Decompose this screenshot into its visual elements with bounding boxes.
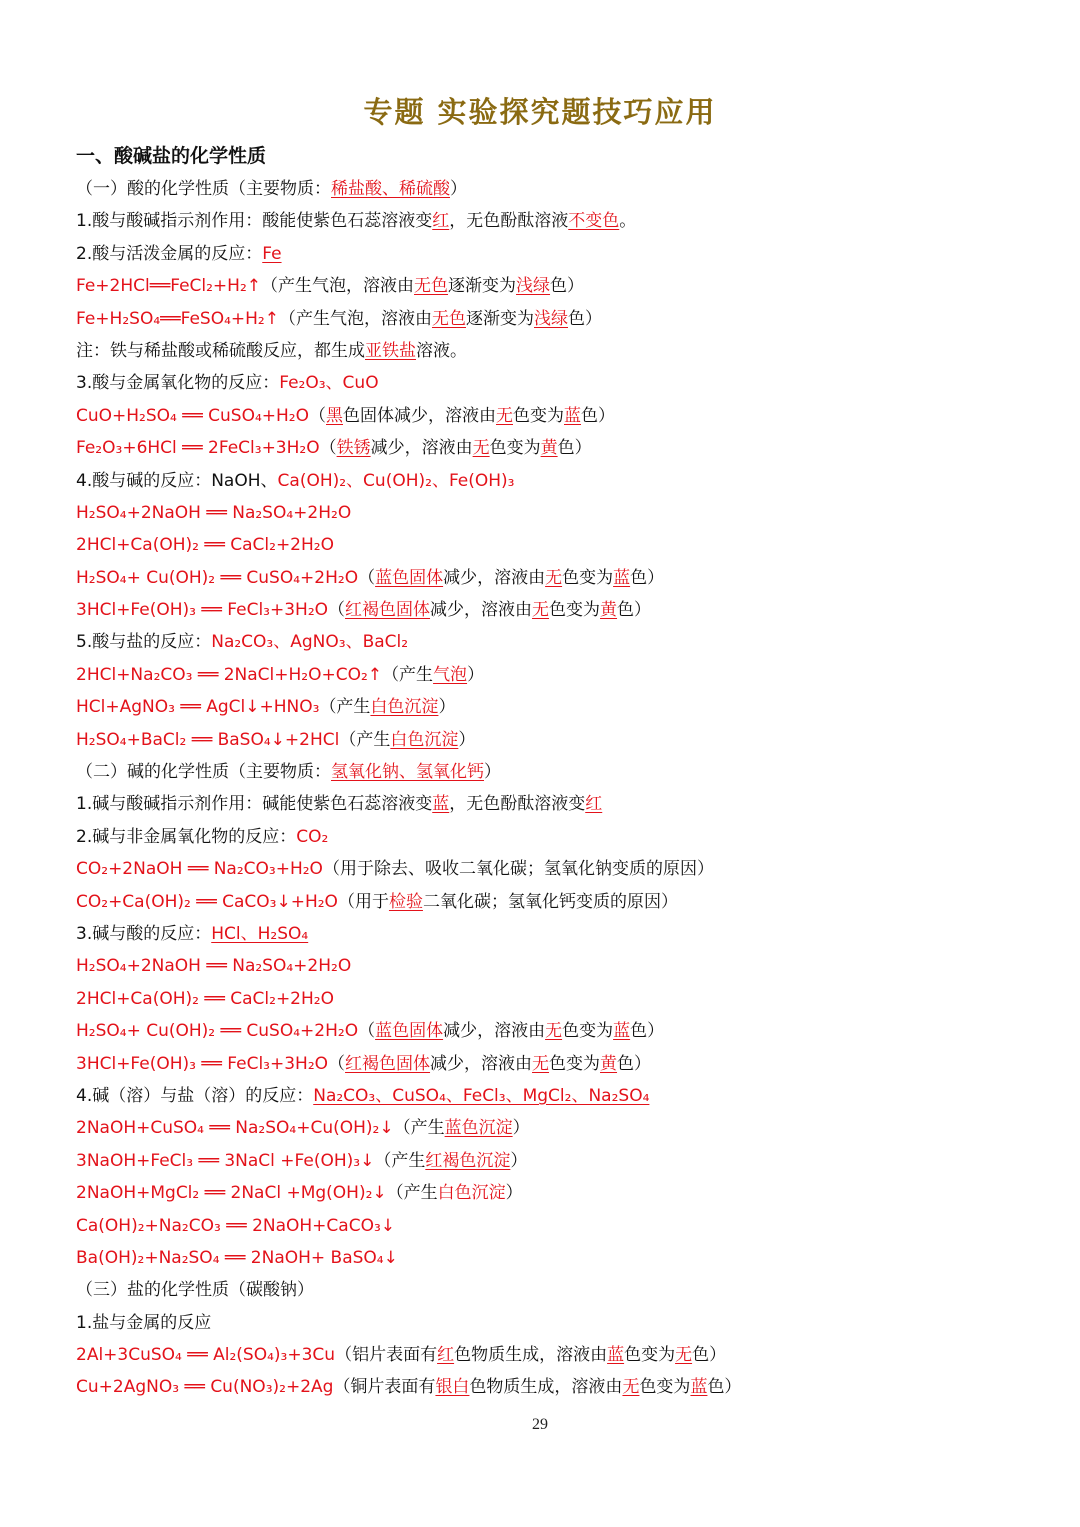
- plain-text: 色）: [630, 1021, 665, 1042]
- plain-text: ）: [458, 729, 476, 750]
- plain-text: 色）: [617, 600, 652, 621]
- plain-text: （二）碱的化学性质（主要物质：: [76, 762, 331, 783]
- text-line: [76, 886, 1036, 918]
- document-body: [76, 139, 1036, 1404]
- plain-text: 色变为: [489, 438, 541, 459]
- plain-text: （产生气泡，溶液由: [279, 308, 432, 329]
- plain-text: 色）: [557, 438, 592, 459]
- text-line: [76, 1242, 1036, 1274]
- answer-underlined: 红: [432, 211, 450, 232]
- answer-underlined: 无: [532, 1053, 550, 1074]
- subsection-heading: [76, 1274, 1036, 1306]
- plain-text: 色变为: [624, 1345, 676, 1366]
- text-line: [76, 918, 1036, 950]
- plain-text: 减少，溶液由: [443, 567, 546, 588]
- text-line: [76, 1339, 1036, 1371]
- text-line: [76, 821, 1036, 853]
- answer-underlined: 红: [437, 1345, 455, 1366]
- plain-text: 溶液。: [416, 340, 467, 361]
- plain-text: （用于: [337, 891, 389, 912]
- plain-text: （: [328, 1053, 346, 1074]
- text-line: [76, 691, 1036, 723]
- plain-text: 色）: [617, 1053, 652, 1074]
- plain-text: （用于除去、吸收二氧化碳；氢氧化钠变质的原因）: [322, 859, 714, 880]
- text-line: [76, 400, 1036, 432]
- plain-text: ）: [467, 664, 485, 685]
- plain-text: （产生: [382, 664, 434, 685]
- plain-text: （三）盐的化学性质（碳酸钠）: [76, 1280, 314, 1301]
- subsection-heading: [76, 173, 1036, 205]
- plain-text: 色）: [581, 405, 615, 426]
- answer-underlined: 蓝: [690, 1377, 708, 1398]
- plain-text: 色）: [550, 276, 585, 297]
- section-heading: [76, 139, 1036, 173]
- answer-underlined: 蓝: [613, 567, 631, 588]
- answer-underlined: 蓝色固体: [375, 1021, 444, 1042]
- plain-text: （: [319, 438, 337, 459]
- answer-underlined: 无色: [414, 276, 449, 297]
- plain-text: 减少，溶液由: [443, 1021, 546, 1042]
- answer-underlined: 红褐色固体: [345, 1053, 431, 1074]
- answer-underlined: 铁锈: [336, 438, 371, 459]
- plain-text: 二氧化碳；氢氧化钙变质的原因）: [422, 891, 678, 912]
- plain-text: 色）: [692, 1345, 727, 1366]
- plain-text: 色变为: [562, 1021, 614, 1042]
- equation-text: Ca(OH)₂+Na₂CO₃ ══ 2NaOH+CaCO₃↓: [76, 1215, 396, 1236]
- plain-text: （一）酸的化学性质（主要物质：: [76, 179, 331, 199]
- plain-text: 色）: [707, 1377, 742, 1398]
- text-line: [76, 1307, 1036, 1339]
- text-line: [76, 626, 1036, 658]
- plain-text: 逐渐变为: [448, 276, 517, 297]
- text-line: [76, 497, 1036, 529]
- equation-text: Cu+2AgNO₃ ══ Cu(NO₃)₂+2Ag: [76, 1377, 334, 1398]
- plain-text: 色物质生成，溶液由: [454, 1345, 608, 1366]
- answer-underlined: 红: [585, 794, 603, 815]
- equation-text: 2HCl+Na₂CO₃ ══ 2NaCl+H₂O+CO₂↑: [76, 664, 383, 685]
- plain-text: （产生: [319, 697, 371, 718]
- text-line: [76, 465, 1036, 497]
- plain-text: ）: [450, 179, 467, 199]
- equation-text: 3NaOH+FeCl₃ ══ 3NaCl +Fe(OH)₃↓: [76, 1150, 375, 1171]
- answer-underlined: 亚铁盐: [365, 340, 416, 361]
- plain-text: 减少，溶液由: [430, 600, 533, 621]
- answer-underlined: 蓝色固体: [375, 567, 444, 588]
- answer-underlined: 无色: [432, 308, 466, 329]
- answer-underlined: 蓝: [613, 1021, 631, 1042]
- answer-underlined: 黄: [600, 1053, 618, 1074]
- plain-text: （产生: [393, 1118, 445, 1139]
- text-line: [76, 1210, 1036, 1242]
- equation-text: H₂SO₄+ Cu(OH)₂ ══ CuSO₄+2H₂O: [76, 1021, 359, 1042]
- plain-text: 色变为: [513, 405, 564, 426]
- equation-text: CO₂+2NaOH ══ Na₂CO₃+H₂O: [76, 859, 323, 880]
- answer-underlined: 浅绿: [516, 276, 551, 297]
- plain-text: ）: [505, 1183, 523, 1204]
- equation-text: CO₂: [296, 826, 329, 847]
- equation-text: 2HCl+Ca(OH)₂ ══ CaCl₂+2H₂O: [76, 988, 334, 1009]
- answer-underlined: 银白: [435, 1377, 470, 1398]
- plain-text: （: [358, 1021, 376, 1042]
- plain-text: 4.碱（溶）与盐（溶）的反应：: [76, 1085, 314, 1106]
- plain-text: ）: [438, 697, 456, 718]
- plain-text: ）: [512, 1118, 530, 1139]
- plain-text: （: [358, 567, 376, 588]
- answer-underlined: 黄: [600, 600, 618, 621]
- plain-text: ）: [484, 762, 501, 783]
- plain-text: 一、酸碱盐的化学性质: [76, 145, 267, 167]
- text-line: [76, 562, 1036, 594]
- plain-text: 色变为: [549, 600, 601, 621]
- plain-text: 2.酸与活泼金属的反应：: [76, 243, 263, 264]
- answer-underlined: 无: [472, 438, 490, 459]
- answer-underlined: HCl、H₂SO₄: [211, 923, 309, 944]
- equation-text: HCl+AgNO₃ ══ AgCl↓+HNO₃: [76, 697, 320, 718]
- equation-text: CO₂+Ca(OH)₂ ══ CaCO₃↓+H₂O: [76, 891, 338, 912]
- plain-text: ，无色酚酞溶液变: [449, 794, 586, 815]
- plain-text: 色）: [630, 567, 665, 588]
- answer-underlined: 无: [675, 1345, 693, 1366]
- answer-underlined: 红褐色沉淀: [425, 1150, 511, 1171]
- plain-text: ，无色酚酞溶液: [449, 211, 569, 232]
- answer-underlined: 稀盐酸、稀硫酸: [331, 179, 450, 199]
- plain-text: 4.酸与碱的反应：NaOH、: [76, 470, 278, 491]
- answer-underlined: 氢氧化钠、氢氧化钙: [331, 762, 484, 783]
- text-line: [76, 950, 1036, 982]
- subsection-heading: [76, 756, 1036, 788]
- text-line: [76, 529, 1036, 561]
- plain-text: 色变为: [639, 1377, 691, 1398]
- plain-text: 2.碱与非金属氧化物的反应：: [76, 826, 297, 847]
- equation-text: Ca(OH)₂、Cu(OH)₂、Fe(OH)₃: [277, 470, 515, 491]
- equation-text: Fe+H₂SO₄══FeSO₄+H₂↑: [76, 308, 279, 329]
- equation-text: Fe₂O₃、CuO: [279, 373, 379, 394]
- equation-text: Fe₂O₃+6HCl ══ 2FeCl₃+3H₂O: [76, 438, 320, 459]
- equation-text: CuO+H₂SO₄ ══ CuSO₄+H₂O: [76, 405, 309, 426]
- answer-underlined: 无: [496, 405, 513, 426]
- plain-text: 5.酸与盐的反应：: [76, 632, 212, 653]
- equation-text: 白色沉淀: [437, 1183, 506, 1204]
- equation-text: H₂SO₄+ Cu(OH)₂ ══ CuSO₄+2H₂O: [76, 567, 359, 588]
- answer-underlined: 检验: [388, 891, 423, 912]
- plain-text: 减少，溶液由: [430, 1053, 533, 1074]
- plain-text: 1.碱与酸碱指示剂作用：碱能使紫色石蕊溶液变: [76, 794, 433, 815]
- plain-text: （产生: [386, 1183, 438, 1204]
- answer-underlined: 无: [545, 567, 563, 588]
- plain-text: 注：铁与稀盐酸或稀硫酸反应，都生成: [76, 340, 365, 361]
- plain-text: 色物质生成，溶液由: [469, 1377, 623, 1398]
- equation-text: Ba(OH)₂+Na₂SO₄ ══ 2NaOH+ BaSO₄↓: [76, 1247, 398, 1268]
- answer-underlined: 浅绿: [534, 308, 568, 329]
- text-line: [76, 367, 1036, 399]
- plain-text: （铝片表面有: [335, 1345, 438, 1366]
- text-line: [76, 853, 1036, 885]
- text-line: [76, 432, 1036, 464]
- plain-text: （: [309, 405, 326, 426]
- answer-underlined: 无: [545, 1021, 563, 1042]
- equation-text: H₂SO₄+BaCl₂ ══ BaSO₄↓+2HCl: [76, 729, 340, 750]
- equation-text: 3HCl+Fe(OH)₃ ══ FeCl₃+3H₂O: [76, 600, 329, 621]
- equation-text: H₂SO₄+2NaOH ══ Na₂SO₄+2H₂O: [76, 502, 352, 523]
- text-line: [76, 983, 1036, 1015]
- equation-text: Na₂CO₃、AgNO₃、BaCl₂: [211, 632, 409, 653]
- answer-underlined: 红褐色固体: [345, 600, 431, 621]
- equation-text: 2HCl+Ca(OH)₂ ══ CaCl₂+2H₂O: [76, 535, 334, 556]
- plain-text: 1.盐与金属的反应: [76, 1312, 212, 1333]
- equation-text: 3HCl+Fe(OH)₃ ══ FeCl₃+3H₂O: [76, 1053, 329, 1074]
- plain-text: ）: [510, 1150, 528, 1171]
- plain-text: 减少，溶液由: [370, 438, 473, 459]
- text-line: [76, 1112, 1036, 1144]
- answer-underlined: 蓝: [432, 794, 450, 815]
- plain-text: （产生: [374, 1150, 426, 1171]
- answer-underlined: Fe: [262, 243, 282, 264]
- answer-underlined: 白色沉淀: [390, 729, 459, 750]
- text-line: [76, 594, 1036, 626]
- plain-text: 色变为: [549, 1053, 601, 1074]
- text-line: [76, 335, 1036, 367]
- equation-text: H₂SO₄+2NaOH ══ Na₂SO₄+2H₂O: [76, 956, 352, 977]
- text-line: [76, 724, 1036, 756]
- plain-text: 色固体减少，溶液由: [343, 405, 496, 426]
- plain-text: （铜片表面有: [333, 1377, 436, 1398]
- text-line: [76, 1177, 1036, 1209]
- answer-underlined: 蓝: [564, 405, 581, 426]
- plain-text: 逐渐变为: [466, 308, 534, 329]
- equation-text: 2NaOH+MgCl₂ ══ 2NaCl +Mg(OH)₂↓: [76, 1183, 387, 1204]
- equation-text: Fe+2HCl══FeCl₂+H₂↑: [76, 276, 262, 297]
- text-line: [76, 303, 1036, 335]
- answer-underlined: 黄: [540, 438, 558, 459]
- text-line: [76, 238, 1036, 270]
- answer-underlined: 无: [622, 1377, 640, 1398]
- plain-text: 色）: [568, 308, 602, 329]
- plain-text: 。: [619, 211, 637, 232]
- text-line: [76, 1048, 1036, 1080]
- answer-underlined: 白色沉淀: [370, 697, 439, 718]
- answer-underlined: 气泡: [433, 664, 468, 685]
- equation-text: 2Al+3CuSO₄ ══ Al₂(SO₄)₃+3Cu: [76, 1345, 336, 1366]
- plain-text: 3.碱与酸的反应：: [76, 923, 212, 944]
- page-title: 专题 实验探究题技巧应用: [363, 95, 717, 129]
- text-line: [76, 1080, 1036, 1112]
- plain-text: （产生气泡，溶液由: [261, 276, 415, 297]
- answer-underlined: 蓝色沉淀: [444, 1118, 513, 1139]
- text-line: [76, 270, 1036, 302]
- text-line: [76, 1015, 1036, 1047]
- text-line: [76, 788, 1036, 820]
- answer-underlined: Na₂CO₃、CuSO₄、FeCl₃、MgCl₂、Na₂SO₄: [313, 1085, 650, 1106]
- plain-text: （: [328, 600, 346, 621]
- plain-text: （产生: [339, 729, 391, 750]
- plain-text: 色变为: [562, 567, 614, 588]
- text-line: [76, 1371, 1036, 1403]
- text-line: [76, 1145, 1036, 1177]
- answer-underlined: 黑: [326, 405, 343, 426]
- text-line: [76, 205, 1036, 237]
- plain-text: 3.酸与金属氧化物的反应：: [76, 373, 280, 394]
- answer-underlined: 不变色: [568, 211, 620, 232]
- page-number: 29: [532, 1416, 548, 1433]
- text-line: [76, 659, 1036, 691]
- answer-underlined: 无: [532, 600, 550, 621]
- equation-text: 2NaOH+CuSO₄ ══ Na₂SO₄+Cu(OH)₂↓: [76, 1118, 394, 1139]
- plain-text: 1.酸与酸碱指示剂作用：酸能使紫色石蕊溶液变: [76, 211, 433, 232]
- answer-underlined: 蓝: [607, 1345, 625, 1366]
